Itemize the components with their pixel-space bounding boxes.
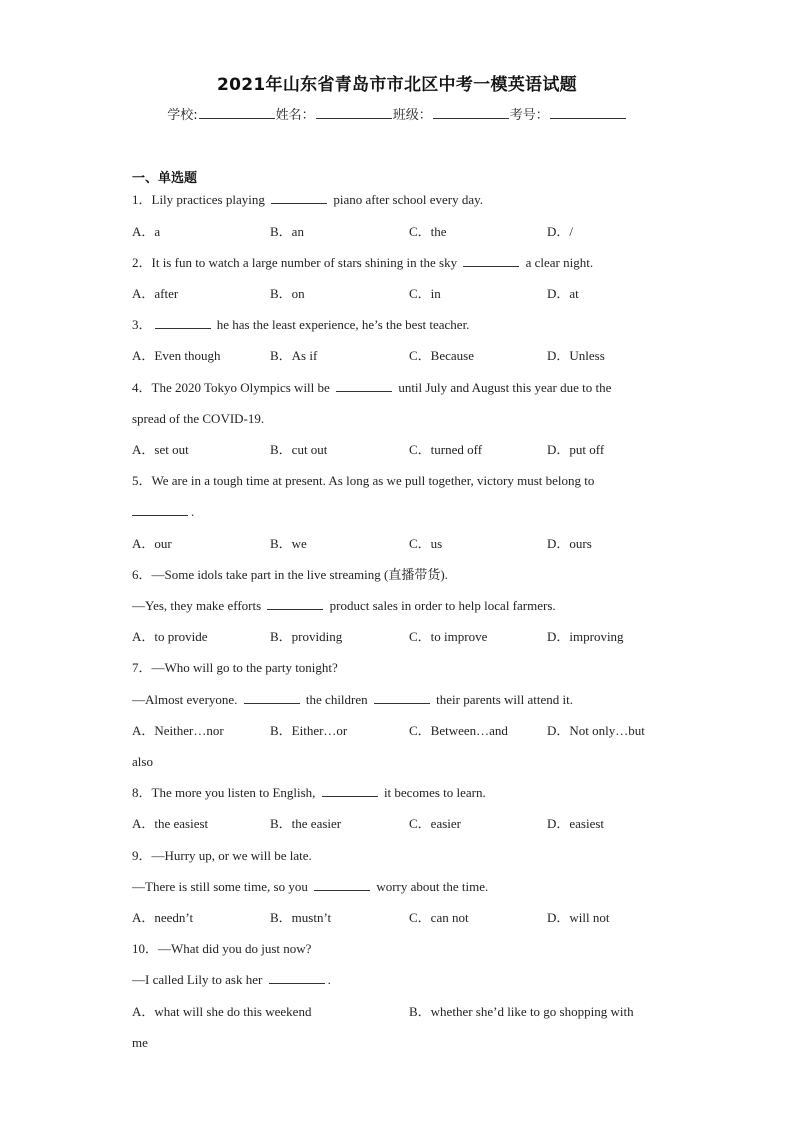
answer-blank: [155, 317, 211, 329]
answer-blank: [271, 192, 327, 204]
option-a: A．our: [132, 536, 172, 551]
question-stem-continued: —Yes, they make efforts product sales in order to help local farmers.: [132, 598, 556, 613]
question-stem: 3． he has the least experience, he’s the best teacher.: [132, 317, 470, 332]
question-stem: 8．The more you listen to English, it becomes to learn.: [132, 785, 486, 800]
option-a: A．set out: [132, 442, 189, 457]
option-c: C．turned off: [409, 442, 483, 457]
answer-blank: [322, 785, 378, 797]
option-b: B．providing: [270, 629, 343, 644]
option-a: A．the easiest: [132, 816, 209, 831]
answer-blank: [374, 692, 430, 704]
option-d: D．improving: [547, 629, 624, 644]
option-b: B．As if: [270, 348, 318, 363]
option-b: B．cut out: [270, 442, 328, 457]
question-stem: 7．—Who will go to the party tonight?: [132, 660, 338, 675]
answer-blank: [267, 598, 323, 610]
option-b: B．the easier: [270, 816, 342, 831]
answer-blank: [314, 879, 370, 891]
option-a: A．to provide: [132, 629, 208, 644]
question-stem: 4．The 2020 Tokyo Olympics will be until July and August this year due to the: [132, 380, 612, 395]
answer-blank: [336, 380, 392, 392]
school-field[interactable]: [199, 106, 275, 119]
option-c: C．Between…and: [409, 723, 508, 738]
option-a: A．a: [132, 224, 161, 239]
question-stem: 5．We are in a tough time at present. As long as we pull together, victory must belong to: [132, 473, 595, 488]
question-stem: 1．Lily practices playing piano after school every day.: [132, 192, 484, 207]
number-field[interactable]: [550, 106, 626, 119]
option-b: B．we: [270, 536, 307, 551]
question-stem-continued: —Almost everyone. the children their parents will attend it.: [132, 692, 573, 707]
option-b: B．an: [270, 224, 304, 239]
number-label: 考号：: [509, 108, 549, 123]
section-title: 一、单选题: [132, 171, 198, 186]
option-continued: me: [132, 1035, 148, 1050]
question-stem-continued: —I called Lily to ask her .: [132, 972, 331, 987]
answer-blank: [132, 504, 188, 516]
option-b: B．whether she’d like to go shopping with: [409, 1004, 634, 1019]
name-field[interactable]: [316, 106, 392, 119]
option-continued: also: [132, 754, 153, 769]
student-info-line: [0, 104, 794, 123]
option-b: B．Either…or: [270, 723, 348, 738]
class-label: 班级：: [392, 108, 432, 123]
option-a: A．needn’t: [132, 910, 194, 925]
option-d: D．Unless: [547, 348, 605, 363]
question-stem-continued: spread of the COVID-19.: [132, 411, 265, 426]
option-d: D．ours: [547, 536, 592, 551]
question-stem-continued: —There is still some time, so you worry about the time.: [132, 879, 489, 894]
option-d: D．put off: [547, 442, 605, 457]
option-a: A．Neither…nor: [132, 723, 224, 738]
option-c: C．in: [409, 286, 441, 301]
option-b: B．mustn’t: [270, 910, 332, 925]
option-a: A．after: [132, 286, 179, 301]
question-stem: 9．—Hurry up, or we will be late.: [132, 848, 312, 863]
option-c: C．Because: [409, 348, 474, 363]
option-c: C．can not: [409, 910, 469, 925]
option-c: C．the: [409, 224, 447, 239]
option-d: D．easiest: [547, 816, 605, 831]
question-stem: 2．It is fun to watch a large number of stars shining in the sky a clear night.: [132, 255, 594, 270]
option-d: D．will not: [547, 910, 610, 925]
question-stem: 10．—What did you do just now?: [132, 941, 312, 956]
answer-blank: [463, 255, 519, 267]
option-a: A．Even though: [132, 348, 221, 363]
answer-blank: [269, 972, 325, 984]
option-c: C．to improve: [409, 629, 488, 644]
name-label: 姓名：: [275, 108, 315, 123]
question-stem: 6．—Some idols take part in the live streaming (直播带货).: [132, 567, 448, 582]
school-label: 学校:: [167, 108, 198, 123]
answer-blank: [244, 692, 300, 704]
option-c: C．us: [409, 536, 443, 551]
page-title: 2021年山东省青岛市市北区中考一模英语试题: [217, 75, 577, 95]
class-field[interactable]: [433, 106, 509, 119]
option-d: D．/: [547, 224, 574, 239]
question-stem-continued: .: [132, 504, 194, 520]
option-a: A．what will she do this weekend: [132, 1004, 312, 1019]
option-c: C．easier: [409, 816, 461, 831]
option-b: B．on: [270, 286, 305, 301]
option-d: D．Not only…but: [547, 723, 645, 738]
option-d: D．at: [547, 286, 579, 301]
